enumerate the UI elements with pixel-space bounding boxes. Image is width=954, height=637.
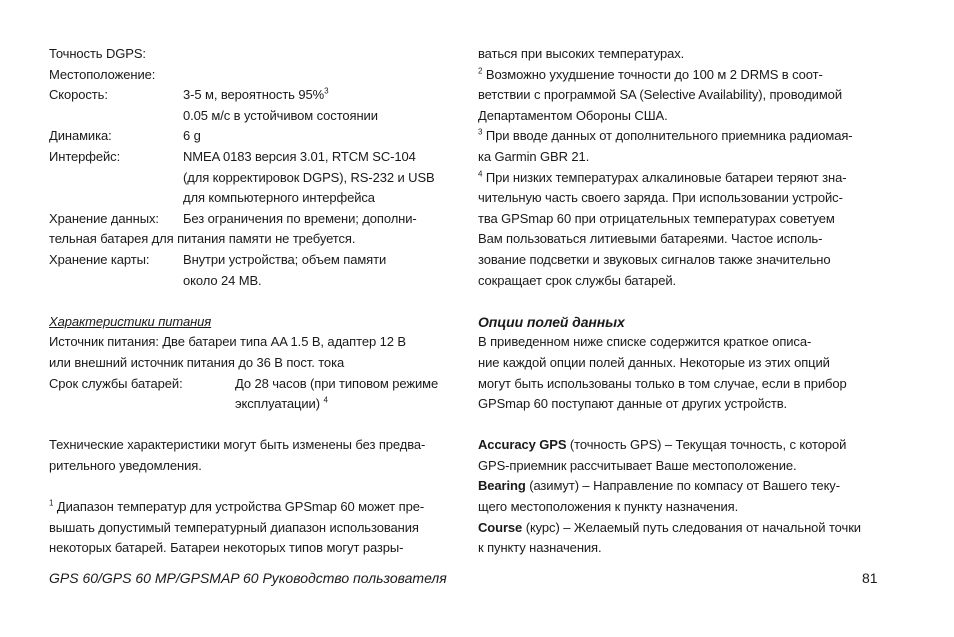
spec-row-interface [49, 147, 454, 168]
notice-line: Технические характеристики могут быть изменены без предва- [49, 437, 426, 453]
spec-row-map-storage [49, 250, 454, 271]
footnote-2-line: ветствии с программой SA (Selective Availability), проводимой [478, 87, 842, 103]
options-intro-line: ние каждой опции полей данных. Некоторые из этих опций [478, 354, 830, 370]
footnote-mark: 3 [478, 128, 483, 138]
spec-value: Без ограничения по времени; дополни- [183, 210, 417, 226]
footer-title: GPS 60/GPS 60 MP/GPSMAP 60 Руководство пользователя [49, 570, 447, 586]
spec-value [183, 44, 454, 65]
battery-row-cont [49, 394, 454, 415]
options-heading: Опции полей данных [478, 313, 625, 330]
right-column [478, 44, 883, 559]
option-term: Accuracy GPS [478, 437, 567, 453]
option-term: Bearing [478, 478, 526, 494]
footnote-1-line: некоторых батарей. Батареи некоторых типов могут разры- [49, 540, 404, 556]
battery-row [49, 374, 454, 395]
spec-label [49, 188, 183, 209]
footnote-4-line: Вам пользоваться литиевыми батареями. Частое исполь- [478, 231, 823, 247]
spec-label: Динамика: [49, 128, 112, 144]
spec-value: около 24 MB. [183, 272, 262, 288]
footnote-ref: 4 [323, 395, 328, 405]
footnote-4-line: чительную часть своего заряда. При использовании устройс- [478, 190, 843, 206]
footnote-4: $^4$ При низких температурах алкалиновые батареи теряют зна- [478, 169, 847, 185]
spec-row-speed-cont [49, 106, 454, 127]
spec-label [49, 168, 183, 189]
options-intro-line: В приведенном ниже списке содержится краткое описа- [478, 334, 812, 350]
option-accuracy-cont: GPS-приемник рассчитывает Ваше местоположение. [478, 457, 797, 473]
footnote-1: $^1$ Диапазон температур для устройства GPSmap 60 может пре- [49, 498, 425, 515]
footnote-mark: 1 [49, 498, 54, 508]
spec-value [183, 65, 454, 86]
spec-row-interface-cont [49, 168, 454, 189]
footnote-2: $^2$ Возможно ухудшение точности до 100 м 2 DRMS в соот- [478, 66, 823, 82]
option-accuracy [478, 435, 883, 456]
spec-value: 3-5 м, вероятность 95% [183, 87, 325, 103]
option-desc: (азимут) – Направление по компасу от Вашего теку- [525, 478, 840, 494]
option-course [478, 518, 883, 539]
spec-label: Местоположение: [49, 66, 156, 82]
footnote-ref: 3 [324, 86, 329, 96]
options-intro-line: GPSmap 60 поступают данные от других устройств. [478, 396, 788, 412]
spec-value: 0.05 м/с в устойчивом состоянии [183, 107, 378, 123]
spec-label: Хранение карты: [49, 251, 150, 267]
footnote-2-line: Департаментом Обороны США. [478, 107, 668, 123]
power-line: или внешний источник питания до 36 В пост. тока [49, 354, 345, 370]
option-desc: (курс) – Желаемый путь следования от начальной точки [522, 519, 861, 535]
option-desc: (точность GPS) – Текущая точность, с которой [566, 437, 847, 453]
spec-row-interface-cont2 [49, 188, 454, 209]
spec-storage-cont: тельная батарея для питания памяти не требуется. [49, 231, 356, 247]
spec-value: эксплуатации) [235, 396, 320, 412]
spec-value: 6 g [183, 128, 201, 144]
notice-line: рительного уведомления. [49, 457, 202, 473]
spec-label [49, 106, 183, 127]
footnote-4-line: тва GPSmap 60 при отрицательных температурах советуем [478, 210, 835, 226]
spec-row-dgps [49, 44, 454, 65]
power-heading: Характеристики питания [49, 313, 212, 329]
option-term: Course [478, 519, 523, 535]
spec-row-storage [49, 209, 454, 230]
footnote-3-line: ка Garmin GBR 21. [478, 148, 590, 164]
footnote-mark: 4 [478, 169, 483, 179]
footnote-1-line: вышать допустимый температурный диапазон использования [49, 519, 419, 535]
spec-row-dynamics [49, 126, 454, 147]
spec-row-map-storage-cont [49, 271, 454, 292]
footnote-4-line: зование подсветки и звуковых сигналов также значительно [478, 251, 831, 267]
spec-value: До 28 часов (при типовом режиме [235, 375, 439, 391]
footnote-mark: 2 [478, 66, 483, 76]
spec-label: Точность DGPS: [49, 46, 146, 61]
spec-row-position [49, 65, 454, 86]
spec-value: для компьютерного интерфейса [183, 190, 375, 206]
spec-value: NMEA 0183 версия 3.01, RTCM SC-104 [183, 148, 416, 164]
option-bearing [478, 476, 883, 497]
spec-row-speed [49, 85, 454, 106]
page-number: 81 [862, 570, 878, 586]
power-line: Источник питания: Две батареи типа AA 1.5 В, адаптер 12 В [49, 334, 406, 350]
spec-label: Интерфейс: [49, 148, 121, 164]
spec-value: Внутри устройства; объем памяти [183, 251, 387, 267]
spec-label: Скорость: [49, 87, 108, 103]
footnote-3: $^3$ При вводе данных от дополнительного приемника радиомая- [478, 128, 853, 144]
spec-value: (для корректировок DGPS), RS-232 и USB [183, 169, 435, 185]
footnote-4-line: сокращает срок службы батарей. [478, 272, 677, 288]
left-column [49, 44, 454, 559]
footnote-1-cont: ваться при высоких температурах. [478, 46, 685, 61]
spec-label [49, 394, 235, 415]
options-intro-line: могут быть использованы только в том случае, если в прибор [478, 375, 847, 391]
option-course-cont: к пункту назначения. [478, 540, 602, 556]
spec-label: Срок службы батарей: [49, 375, 183, 391]
option-bearing-cont: щего местоположения к пункту назначения. [478, 499, 739, 515]
spec-label: Хранение данных: [49, 210, 159, 226]
spec-label [49, 271, 183, 292]
